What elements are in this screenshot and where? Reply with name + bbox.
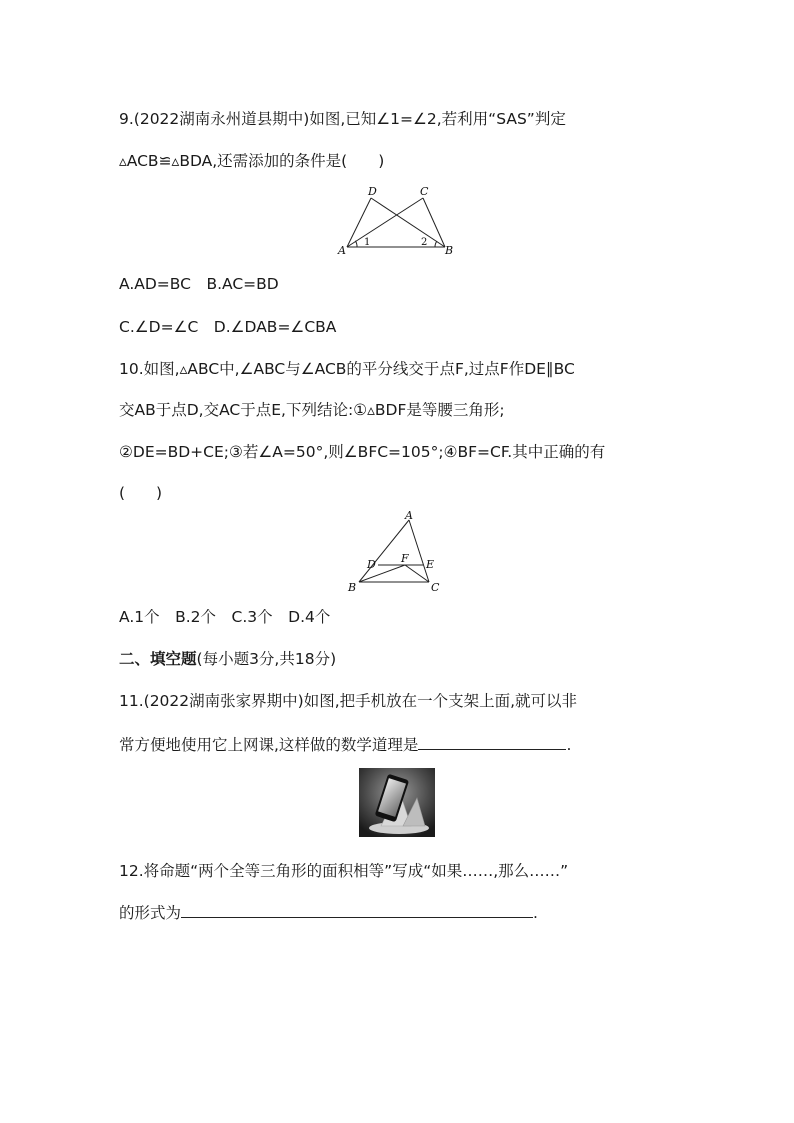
q12-stem-line1: 12.将命题“两个全等三角形的面积相等”写成“如果……,那么……”	[119, 862, 569, 880]
q12-period: .	[533, 904, 538, 922]
q9-label-D: D	[368, 185, 377, 198]
q9-label-A: A	[338, 244, 346, 257]
q9-label-B: B	[445, 244, 454, 257]
section-fill-in-heading	[119, 648, 336, 670]
q11-phone-stand-photo	[359, 768, 435, 837]
q9-options-line2: C.∠D=∠C D.∠DAB=∠CBA	[119, 318, 337, 336]
q9-stem-line1: 9.(2022湖南永州道县期中)如图,已知∠1=∠2,若利用“SAS”判定	[119, 110, 566, 128]
q10-label-D: D	[367, 558, 376, 571]
q12-stem-text: 的形式为	[119, 904, 182, 922]
q9-stem-line2: ▵ACB≌▵BDA,还需添加的条件是( )	[119, 152, 385, 170]
q12-stem-line2	[119, 901, 538, 924]
q10-label-E: E	[426, 558, 435, 571]
section-title: 二、填空题	[119, 650, 197, 668]
q11-period: .	[566, 736, 572, 754]
q10-label-A: A	[405, 509, 413, 522]
q12-answer-blank[interactable]	[181, 901, 533, 918]
q9-label-angle1: 1	[364, 237, 371, 248]
q10-stem-line3: ②DE=BD+CE;③若∠A=50°,则∠BFC=105°;④BF=CF.其中正确的有	[119, 443, 606, 461]
q10-stem-line2: 交AB于点D,交AC于点E,下列结论:①▵BDF是等腰三角形;	[119, 401, 505, 419]
q9-figure	[335, 184, 465, 258]
section-note: (每小题3分,共18分)	[196, 650, 337, 668]
q11-stem-text: 常方便地使用它上网课,这样做的数学道理是	[119, 736, 419, 754]
q10-figure	[345, 510, 445, 596]
q11-answer-blank[interactable]	[418, 733, 566, 750]
q10-options: A.1个 B.2个 C.3个 D.4个	[119, 608, 331, 626]
q9-options-line1: A.AD=BC B.AC=BD	[119, 275, 279, 293]
q11-stem-line1: 11.(2022湖南张家界期中)如图,把手机放在一个支架上面,就可以非	[119, 692, 578, 710]
q10-stem-line1: 10.如图,▵ABC中,∠ABC与∠ACB的平分线交于点F,过点F作DE∥BC	[119, 360, 575, 378]
q10-label-C: C	[431, 581, 440, 594]
q11-stem-line2	[119, 733, 571, 756]
q10-answer-paren: ( )	[119, 484, 163, 502]
q9-label-C: C	[420, 185, 429, 198]
q10-label-B: B	[348, 581, 357, 594]
q10-label-F: F	[401, 552, 409, 565]
q9-label-angle2: 2	[421, 237, 428, 248]
